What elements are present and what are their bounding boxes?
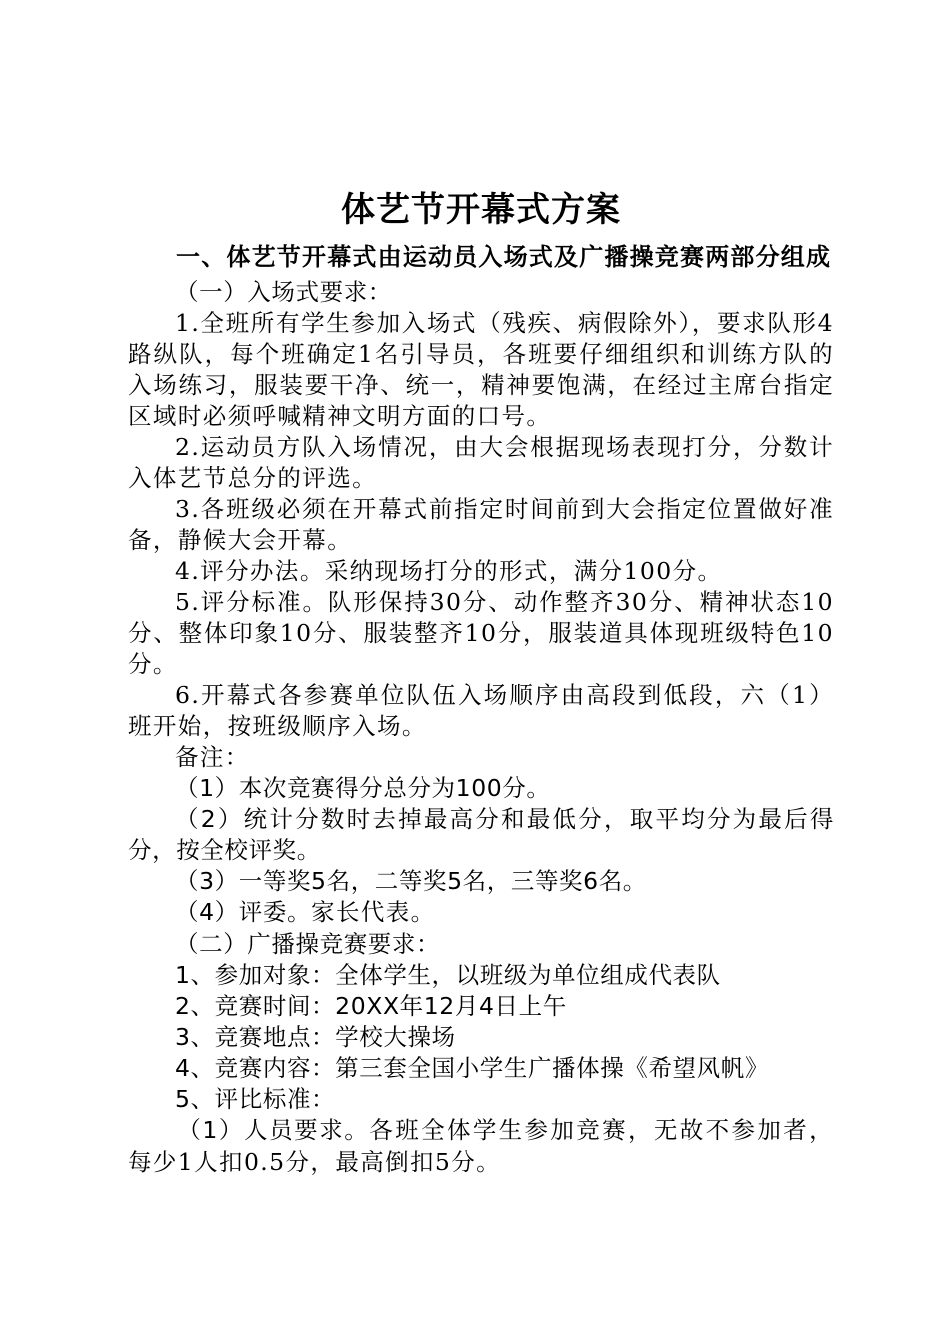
paragraph-item-4: 4.评分办法。采纳现场打分的形式，满分100分。	[175, 557, 723, 585]
paragraph-item-3: 3.各班级必须在开幕式前指定时间前到大会指定位置做好准备，静候大会开幕。	[128, 495, 834, 554]
note-3: （3）一等奖5名，二等奖5名，三等奖6名。	[175, 867, 647, 895]
note-label: 备注：	[175, 743, 250, 771]
requirement-5-1	[128, 1115, 834, 1179]
note-4-prefix: （4）评委。	[175, 898, 312, 926]
document-title: 体艺节开幕式方案	[341, 190, 621, 230]
requirement-5: 5、评比标准：	[175, 1085, 336, 1113]
paragraph-item-1: 1.全班所有学生参加入场式（残疾、病假除外），要求队形4路纵队，每个班确定1名引导员，各班要仔细组织和训练方队的入场练习，服装要干净、统一，精神要饱满，在经过主席台指定区域时必须呼喊精神文明方面的口号。	[128, 309, 834, 430]
note-4-rest: 家长代表。	[311, 898, 436, 926]
note-2: （2）统计分数时去掉最高分和最低分，取平均分为最后得分，按全校评奖。	[128, 805, 834, 864]
requirement-2: 2、竞赛时间：20XX年12月4日上午	[175, 992, 567, 1020]
section-heading-1: 一、体艺节开幕式由运动员入场式及广播操竞赛两部分组成	[176, 243, 832, 271]
requirement-5-1-prefix: （1）人员要求。	[177, 1116, 370, 1144]
document-page	[128, 180, 834, 1179]
requirement-1: 1、参加对象：全体学生，以班级为单位组成代表队	[175, 961, 721, 989]
requirement-3: 3、竞赛地点：学校大操场	[175, 1023, 456, 1051]
requirement-4: 4、竞赛内容：第三套全国小学生广播体操《希望风帆》	[175, 1054, 769, 1082]
requirement-5-1-rest: 各班全体学生参加竞赛，无故不参加者，每少1人扣0.5分，最高倒扣5分。	[128, 1116, 834, 1176]
note-1: （1）本次竞赛得分总分为100分。	[175, 774, 551, 802]
paragraph-item-5: 5.评分标准。队形保持30分、动作整齐30分、精神状态10分、整体印象10分、服装整齐10分，服装道具体现班级特色10分。	[128, 588, 834, 678]
paragraph-item-2: 2.运动员方队入场情况，由大会根据现场表现打分，分数计入体艺节总分的评选。	[128, 433, 834, 492]
subsection-heading-2: （二）广播操竞赛要求：	[175, 930, 441, 958]
paragraph-item-6: 6.开幕式各参赛单位队伍入场顺序由高段到低段，六（1）班开始，按班级顺序入场。	[128, 681, 834, 740]
subsection-heading-1: （一）入场式要求：	[175, 278, 392, 306]
note-4	[128, 897, 834, 929]
